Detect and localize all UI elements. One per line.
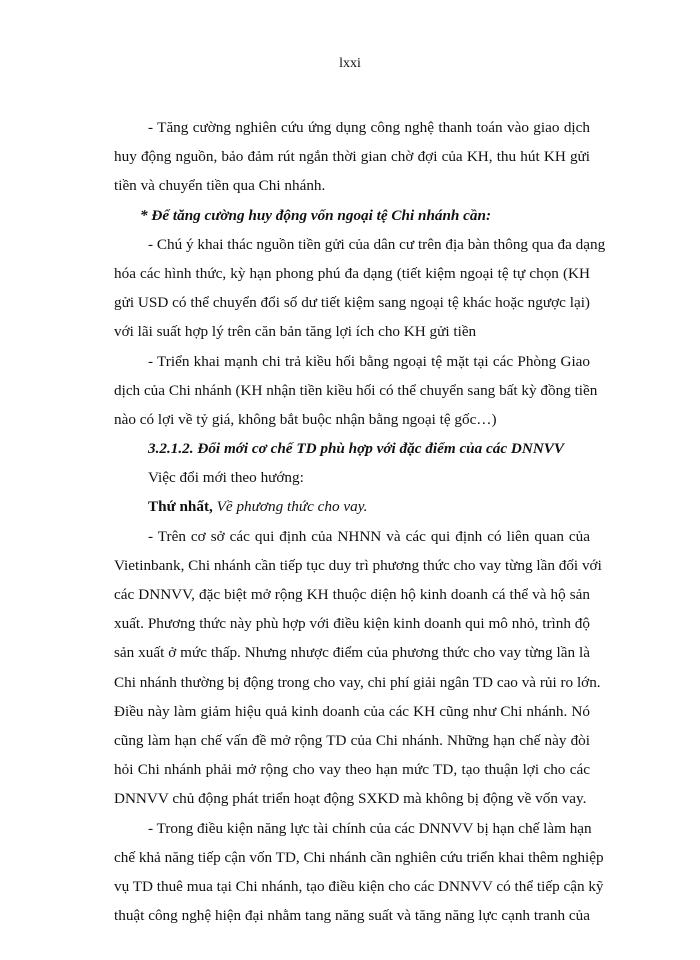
text-line: - Tăng cường nghiên cứu ứng dụng công nghệ thanh toán vào giao dịch [148,119,590,136]
text-line: các DNNVV, đặc biệt mở rộng KH thuộc diện hộ kinh doanh cá thể và hộ sản [114,586,590,603]
text-line: với lãi suất hợp lý trên căn bản tăng lợi ích cho KH gửi tiền [114,323,477,341]
text-line: hóa các hình thức, kỳ hạn phong phú đa dạng (tiết kiệm ngoại tệ tự chọn (KH [114,264,590,282]
subheading-label: Thứ nhất, [148,498,213,516]
text-line: - Chú ý khai thác nguồn tiền gửi của dân cư trên địa bàn thông qua đa dạng [148,235,606,253]
text-line: dịch của Chi nhánh (KH nhận tiền kiều hối có thể chuyển sang bất kỳ đồng tiền [114,381,598,399]
text-line: nào có lợi về tỷ giá, không bắt buộc nhận bằng ngoại tệ gốc…) [114,410,497,428]
text-line: cũng làm hạn chế vấn đề mở rộng TD của Chi nhánh. Những hạn chế này đòi [114,731,590,749]
text-line: hỏi Chi nhánh phải mở rộng cho vay theo hạn mức TD, tạo thuận lợi cho các [114,761,590,779]
text-line: huy động nguồn, bảo đảm rút ngắn thời gian chờ đợi của KH, thu hút KH gửi [114,148,590,166]
text-line: - Trên cơ sở các qui định của NHNN và các qui định có liên quan của [148,527,590,545]
text-line: chế khả năng tiếp cận vốn TD, Chi nhánh cần nghiên cứu triển khai thêm nghiệp [114,848,604,866]
page-number: lxxi [339,56,361,71]
text-line: vụ TD thuê mua tại Chi nhánh, tạo điều kiện cho các DNNVV có thể tiếp cận kỹ [114,877,604,895]
text-line: DNNVV chủ động phát triển hoạt động SXKD mà không bị động về vốn vay. [114,790,587,808]
subheading-title: Về phương thức cho vay. [216,498,368,516]
text-line: tiền và chuyển tiền qua Chi nhánh. [114,177,326,195]
subheading-first-direction [114,492,590,521]
text-line: thuật công nghệ hiện đại nhằm tang năng suất và tăng năng lực cạnh tranh của [114,907,590,925]
text-line: Điều này làm giảm hiệu quả kinh doanh của các KH cũng như Chi nhánh. Nó [114,702,590,720]
document-body [114,113,606,930]
text-line: sản xuất ở mức thấp. Nhưng nhược điểm của phương thức cho vay từng lần là [114,644,590,662]
section-heading-3-2-1-2: 3.2.1.2. Đổi mới cơ chế TD phù hợp với đặc điểm của các DNNVV [148,440,565,458]
text-line: Vietinbank, Chi nhánh cần tiếp tục duy trì phương thức cho vay từng lần đối với [114,556,602,574]
text-line: Việc đổi mới theo hướng: [148,469,304,487]
text-line: Chi nhánh thường bị động trong cho vay, chi phí giải ngân TD cao và rủi ro lớn. [114,673,601,691]
text-line: xuất. Phương thức này phù hợp với điều kiện kinh doanh qui mô nhỏ, trình độ [114,615,590,633]
text-line: - Trong điều kiện năng lực tài chính của các DNNVV bị hạn chế làm hạn [148,819,592,837]
text-line: gửi USD có thể chuyển đổi số dư tiết kiệm sang ngoại tệ khác hoặc ngược lại) [114,294,590,312]
section-heading-foreign-currency: * Để tăng cường huy động vốn ngoại tệ Chi nhánh cần: [140,206,492,224]
text-line: - Triển khai mạnh chi trả kiều hối bằng ngoại tệ mặt tại các Phòng Giao [148,352,590,370]
